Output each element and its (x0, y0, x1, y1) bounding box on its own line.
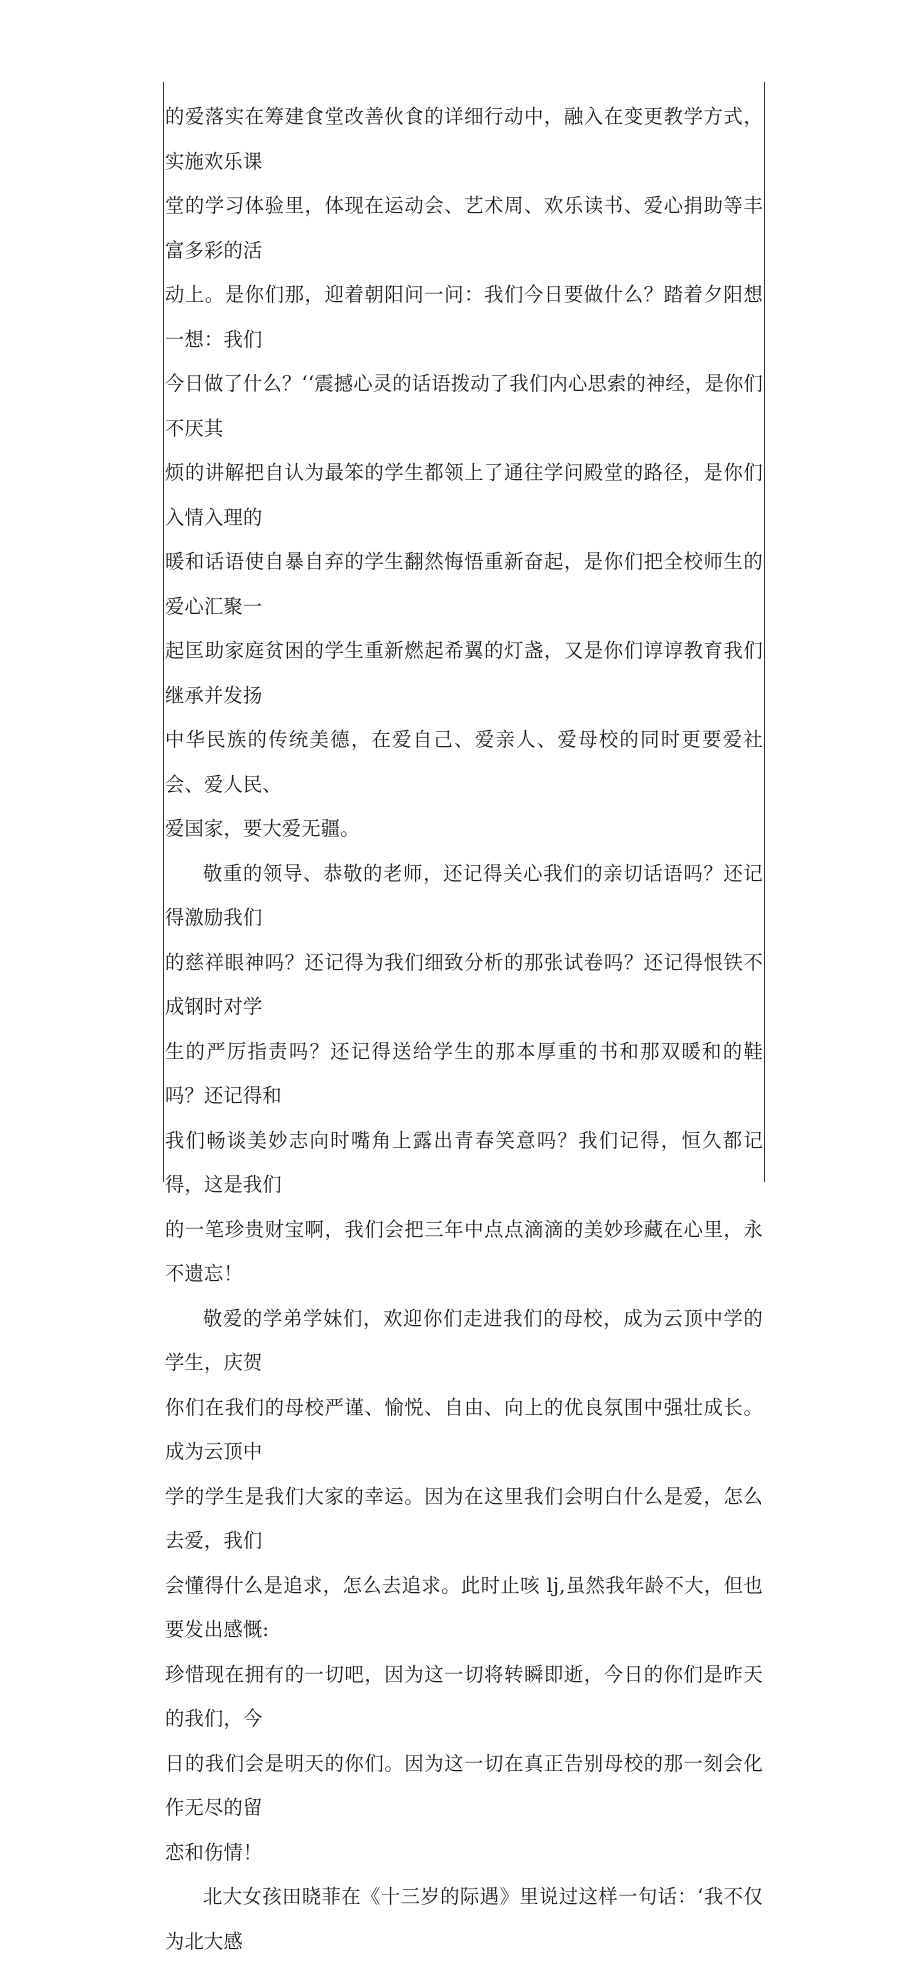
text-line: 烦的讲解把自认为最笨的学生都领上了通往学问殿堂的路径，是你们入情入理的 (165, 461, 763, 529)
text-line: 起匡助家庭贫困的学生重新燃起希翼的灯盏，又是你们谆谆教育我们继承并发扬 (165, 639, 763, 707)
text-line: 会懂得什么是追求，怎么去追求。此时止咳 lj,虽然我年龄不大，但也要发出感慨: (165, 1573, 763, 1641)
text-line: 的一笔珍贵财宝啊，我们会把三年中点点滴滴的美妙珍藏在心里，永不遗忘！ (165, 1217, 763, 1285)
paragraph-4 (165, 1875, 763, 1964)
text-line: 你们在我们的母校严谨、愉悦、自由、向上的优良氛围中强壮成长。成为云顶中 (165, 1395, 763, 1463)
document-body (165, 95, 763, 1964)
text-line: 我们畅谈美妙志向时嘴角上露出青春笑意吗？我们记得，恒久都记得，这是我们 (165, 1128, 763, 1196)
text-line: 恋和伤情！ (165, 1840, 263, 1864)
text-line: 动上。是你们那，迎着朝阳问一问：我们今日要做什么？踏着夕阳想一想：我们 (165, 283, 763, 351)
text-line: 暖和话语使自暴自弃的学生翻然悔悟重新奋起，是你们把全校师生的爱心汇聚一 (165, 550, 763, 618)
text-line: 生的严厉指责吗？还记得送给学生的那本厚重的书和那双暖和的鞋吗？还记得和 (165, 1039, 763, 1107)
text-line: 的慈祥眼神吗？还记得为我们细致分析的那张试卷吗？还记得恨铁不成钢时对学 (165, 950, 763, 1018)
text-line: 北大女孩田晓菲在《十三岁的际遇》里说过这样一句话：‘我不仅为北大感 (165, 1885, 763, 1953)
text-line: 爱国家，要大爱无疆。 (165, 817, 360, 840)
paragraph-2 (165, 852, 763, 1297)
text-line: 今日做了什么？‘‘震撼心灵的话语拨动了我们内心思索的神经，是你们不厌其 (165, 372, 763, 440)
text-line: 敬重的领导、恭敬的老师，还记得关心我们的亲切话语吗？还记得激励我们 (165, 861, 763, 929)
text-line: 的爱落实在筹建食堂改善伙食的详细行动中，融入在变更教学方式，实施欢乐课 (165, 105, 763, 173)
paragraph-1 (165, 95, 763, 852)
paragraph-3 (165, 1297, 763, 1876)
text-line: 学的学生是我们大家的幸运。因为在这里我们会明白什么是爱，怎么去爱，我们 (165, 1484, 763, 1552)
text-line: 日的我们会是明天的你们。因为这一切在真正告别母校的那一刻会化作无尽的留 (165, 1751, 763, 1819)
text-line: 敬爱的学弟学妹们，欢迎你们走进我们的母校，成为云顶中学的学生，庆贺 (165, 1306, 763, 1374)
text-line: 中华民族的传统美德，在爱自己、爱亲人、爱母校的同时更要爱社会、爱人民、 (165, 728, 763, 796)
text-line: 珍惜现在拥有的一切吧，因为这一切将转瞬即逝，今日的你们是昨天的我们，今 (165, 1662, 763, 1730)
text-line: 堂的学习体验里，体现在运动会、艺术周、欢乐读书、爱心捐助等丰富多彩的活 (165, 194, 763, 262)
